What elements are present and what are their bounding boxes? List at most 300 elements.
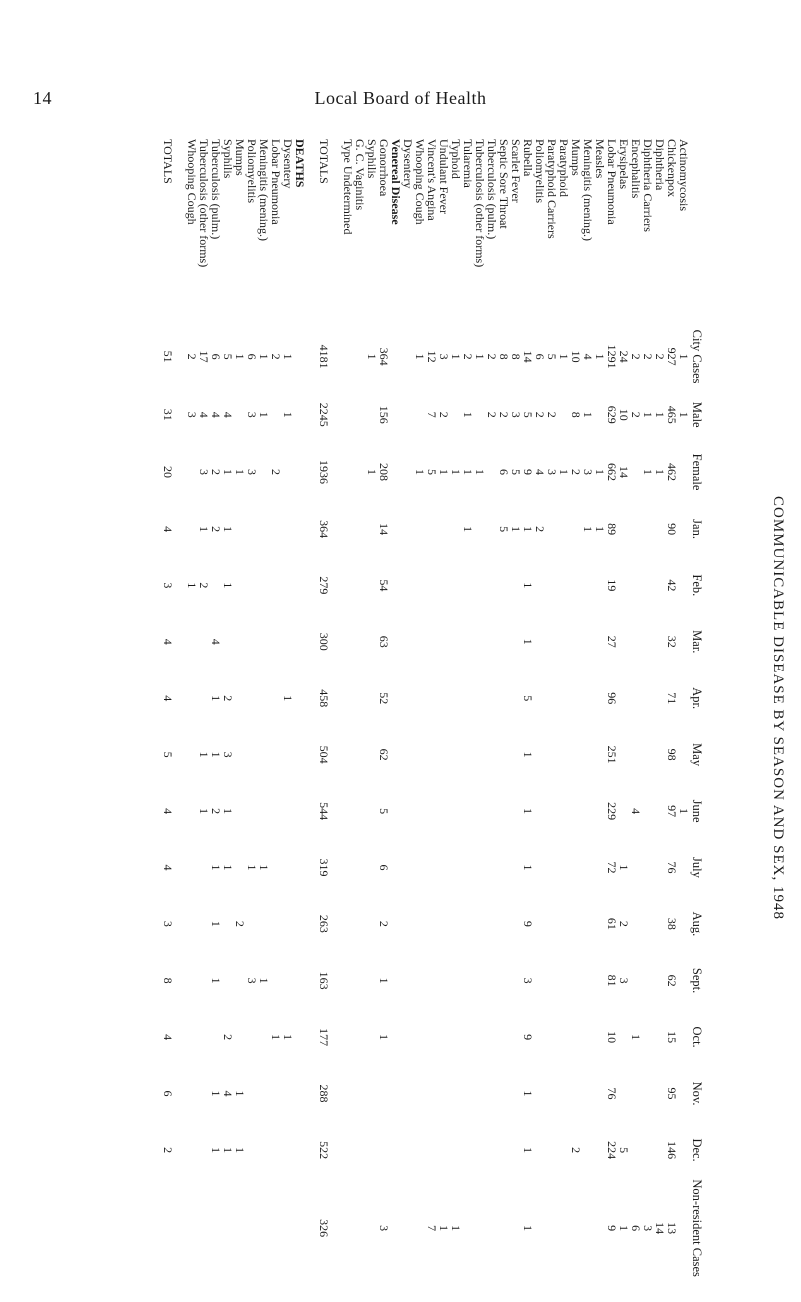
- cell-value: [474, 557, 486, 613]
- cell-value: 3: [245, 977, 259, 984]
- cell-value: [186, 1178, 198, 1278]
- cell-value: 1: [521, 1225, 535, 1232]
- cell-value: 1: [581, 411, 595, 418]
- cell-value: 81: [605, 974, 619, 987]
- cell-value: [270, 557, 282, 613]
- cell-value: [450, 557, 462, 613]
- cell-value: 1: [209, 695, 223, 702]
- cell-value: [246, 1009, 258, 1065]
- cell-value: [414, 614, 426, 671]
- cell-value: [414, 1009, 426, 1065]
- row-label: Encephalitis: [629, 139, 643, 199]
- cell-value: [246, 896, 258, 953]
- cell-value: [186, 839, 198, 895]
- column-header: June: [690, 799, 704, 823]
- cell-value: 522: [317, 1141, 331, 1160]
- cell-value: [498, 896, 510, 953]
- cell-value: [474, 1122, 486, 1179]
- cell-value: [342, 783, 354, 839]
- table-row: [390, 138, 402, 1278]
- cell-value: 2: [497, 411, 511, 418]
- cell-value: [186, 896, 198, 953]
- table-row: [414, 138, 426, 1278]
- cell-value: [234, 726, 246, 782]
- cell-value: 4: [161, 808, 175, 815]
- cell-value: [558, 557, 570, 613]
- cell-value: 4181: [317, 344, 331, 369]
- cell-value: [642, 614, 654, 671]
- cell-value: 3: [437, 353, 451, 360]
- cell-value: 263: [317, 914, 331, 933]
- cell-value: [486, 839, 498, 895]
- cell-value: 1: [629, 1034, 643, 1041]
- cell-value: 1: [257, 411, 271, 418]
- death-row: [270, 138, 282, 1278]
- column-header: Nov.: [690, 1081, 704, 1106]
- death-row: [186, 138, 198, 1278]
- cell-value: [342, 1009, 354, 1065]
- cell-value: [498, 726, 510, 782]
- cell-value: 1: [221, 582, 235, 589]
- cell-value: 3: [197, 469, 211, 476]
- row-label: Tuberculosis (other forms): [473, 139, 487, 268]
- cell-value: 72: [605, 861, 619, 874]
- table-row: [630, 138, 642, 1278]
- cell-value: [414, 501, 426, 557]
- cell-value: 1: [365, 353, 379, 360]
- cell-value: 9: [605, 1225, 619, 1232]
- cell-value: [438, 557, 450, 613]
- cell-value: [534, 1009, 546, 1065]
- cell-value: 1: [617, 1225, 631, 1232]
- cell-value: [618, 1065, 630, 1122]
- cell-value: [558, 614, 570, 671]
- cell-value: 9: [521, 920, 535, 927]
- cell-value: 2: [629, 411, 643, 418]
- table-row: [666, 138, 678, 1278]
- cell-value: [570, 726, 582, 782]
- cell-value: [546, 952, 558, 1009]
- cell-value: [414, 783, 426, 839]
- cell-value: [390, 614, 402, 671]
- cell-value: [390, 896, 402, 953]
- cell-value: [414, 726, 426, 782]
- cell-value: [546, 1178, 558, 1278]
- cell-value: [438, 896, 450, 953]
- cell-value: [546, 670, 558, 726]
- cell-value: 229: [605, 802, 619, 821]
- cell-value: [474, 726, 486, 782]
- cell-value: 90: [665, 523, 679, 536]
- cell-value: 2: [533, 411, 547, 418]
- cell-value: [678, 614, 690, 671]
- cell-value: [558, 670, 570, 726]
- table-row: [642, 138, 654, 1278]
- column-header-row: [690, 138, 746, 1278]
- cell-value: 3: [161, 920, 175, 927]
- cell-value: [618, 501, 630, 557]
- cell-value: [390, 443, 402, 501]
- cell-value: [426, 614, 438, 671]
- table-row: [438, 138, 450, 1278]
- row-label: TOTALS: [317, 139, 331, 184]
- cell-value: [558, 896, 570, 953]
- cell-value: [354, 896, 366, 953]
- cell-value: [390, 726, 402, 782]
- cell-value: [474, 1065, 486, 1122]
- cell-value: 251: [605, 745, 619, 764]
- cell-value: 2: [209, 469, 223, 476]
- cell-value: 1: [641, 411, 655, 418]
- cell-value: [402, 896, 414, 953]
- cell-value: [282, 1178, 294, 1278]
- cell-value: [402, 386, 414, 443]
- cell-value: 1: [221, 526, 235, 533]
- cell-value: 2: [233, 920, 247, 927]
- cell-value: 629: [605, 405, 619, 424]
- cell-value: [642, 726, 654, 782]
- deaths-totals-row: [160, 138, 176, 1278]
- death-row: [234, 138, 246, 1278]
- row-label: Type Undetermined: [341, 139, 355, 235]
- cell-value: 1: [209, 1090, 223, 1097]
- cell-value: 1: [521, 751, 535, 758]
- cell-value: 1: [413, 469, 427, 476]
- cell-value: [438, 1122, 450, 1179]
- cell-value: [642, 670, 654, 726]
- cell-value: 4: [629, 808, 643, 815]
- cell-value: [618, 670, 630, 726]
- cell-value: 2: [629, 353, 643, 360]
- cell-value: 14: [617, 466, 631, 479]
- cell-value: 3: [545, 469, 559, 476]
- cell-value: 1: [437, 1225, 451, 1232]
- cell-value: 544: [317, 802, 331, 821]
- cell-value: 163: [317, 971, 331, 990]
- column-header: May: [690, 743, 704, 767]
- cell-value: [486, 896, 498, 953]
- cell-value: [270, 896, 282, 953]
- death-row: [258, 138, 270, 1278]
- cell-value: [474, 614, 486, 671]
- row-label: Lobar Pneumonia: [605, 139, 619, 225]
- table-body: [160, 138, 690, 1278]
- cell-value: [258, 726, 270, 782]
- cell-value: [342, 839, 354, 895]
- cell-value: 2: [209, 808, 223, 815]
- cell-value: 3: [221, 751, 235, 758]
- cell-value: 2: [221, 695, 235, 702]
- cell-value: [186, 1065, 198, 1122]
- cell-value: [570, 670, 582, 726]
- row-label: Paratyphoid: [557, 139, 571, 197]
- cell-value: 1: [461, 469, 475, 476]
- cell-value: 51: [161, 350, 175, 363]
- cell-value: [402, 952, 414, 1009]
- cell-value: [486, 1009, 498, 1065]
- row-label: Actinomycosis: [677, 139, 691, 211]
- cell-value: [498, 839, 510, 895]
- cell-value: [402, 783, 414, 839]
- cell-value: [582, 726, 594, 782]
- cell-value: [474, 1178, 486, 1278]
- cell-value: [462, 557, 474, 613]
- cell-value: [414, 952, 426, 1009]
- cell-value: [642, 1122, 654, 1179]
- cell-value: 52: [377, 692, 391, 705]
- cell-value: 4: [533, 469, 547, 476]
- cell-value: [246, 1065, 258, 1122]
- cell-value: [342, 1065, 354, 1122]
- cell-value: 1: [233, 1090, 247, 1097]
- cell-value: 5: [509, 469, 523, 476]
- cell-value: 465: [665, 405, 679, 424]
- column-header: Sept.: [690, 967, 704, 994]
- cell-value: [390, 670, 402, 726]
- cell-value: [582, 1009, 594, 1065]
- cell-value: 1: [557, 469, 571, 476]
- cell-value: [270, 839, 282, 895]
- cell-value: 1: [209, 864, 223, 871]
- cell-value: [582, 1178, 594, 1278]
- table-row: [498, 138, 510, 1278]
- cell-value: 5: [161, 751, 175, 758]
- cell-value: [558, 1065, 570, 1122]
- cell-value: [546, 614, 558, 671]
- cell-value: [258, 501, 270, 557]
- cell-value: [378, 1065, 390, 1122]
- cell-value: 5: [521, 695, 535, 702]
- cell-value: [438, 501, 450, 557]
- row-label: Whooping Cough: [413, 139, 427, 225]
- cell-value: [450, 1122, 462, 1179]
- cell-value: [486, 783, 498, 839]
- cell-value: [426, 1122, 438, 1179]
- cell-value: 319: [317, 858, 331, 877]
- cell-value: 3: [377, 1225, 391, 1232]
- cell-value: [678, 896, 690, 953]
- cell-value: [462, 896, 474, 953]
- cell-value: 10: [617, 408, 631, 421]
- cell-value: 4: [209, 411, 223, 418]
- cell-value: [558, 839, 570, 895]
- cell-value: 1: [557, 353, 571, 360]
- cell-value: 1: [473, 469, 487, 476]
- cell-value: [546, 501, 558, 557]
- row-label: Tuberculosis (other forms): [197, 139, 211, 268]
- column-header: Mar.: [690, 630, 704, 654]
- column-header: Feb.: [690, 574, 704, 597]
- cell-value: [186, 670, 198, 726]
- cell-value: [462, 1178, 474, 1278]
- cell-value: [258, 1065, 270, 1122]
- cell-value: [402, 557, 414, 613]
- cell-value: [366, 1065, 378, 1122]
- cell-value: 76: [605, 1087, 619, 1100]
- cell-value: [186, 952, 198, 1009]
- cell-value: [390, 557, 402, 613]
- cell-value: [210, 1178, 222, 1278]
- cell-value: [402, 1122, 414, 1179]
- cell-value: [630, 1122, 642, 1179]
- cell-value: [678, 952, 690, 1009]
- cell-value: [438, 952, 450, 1009]
- cell-value: [378, 1122, 390, 1179]
- cell-value: [234, 783, 246, 839]
- table-row: [450, 138, 462, 1278]
- cell-value: [570, 783, 582, 839]
- cell-value: [438, 1065, 450, 1122]
- row-label: Mumps: [569, 139, 583, 176]
- cell-value: 1: [221, 808, 235, 815]
- cell-value: [474, 670, 486, 726]
- cell-value: [258, 783, 270, 839]
- table-title: COMMUNICABLE DISEASE BY SEASON AND SEX, 1948: [770, 496, 786, 920]
- disease-table: [160, 138, 746, 1278]
- column-header: City Cases: [690, 329, 704, 384]
- table-row: [378, 138, 390, 1278]
- cell-value: 3: [641, 1225, 655, 1232]
- cell-value: [474, 501, 486, 557]
- cell-value: 24: [617, 350, 631, 363]
- cell-value: [282, 839, 294, 895]
- cell-value: [366, 1122, 378, 1179]
- cell-value: [258, 1178, 270, 1278]
- table-row: [654, 138, 666, 1278]
- death-row: [222, 138, 234, 1278]
- row-label: Tuberculosis (pulm.): [485, 139, 499, 240]
- cell-value: 1: [365, 469, 379, 476]
- row-label: Rubella: [521, 139, 535, 177]
- cell-value: [258, 557, 270, 613]
- cell-value: 62: [665, 974, 679, 987]
- cell-value: 61: [605, 917, 619, 930]
- row-label: Poliomyelitis: [245, 139, 259, 204]
- cell-value: 1: [281, 353, 295, 360]
- cell-value: 8: [497, 353, 511, 360]
- cell-value: [534, 952, 546, 1009]
- table-row: [570, 138, 582, 1278]
- cell-value: 1: [653, 411, 667, 418]
- cell-value: [270, 501, 282, 557]
- cell-value: [426, 783, 438, 839]
- cell-value: [342, 670, 354, 726]
- cell-value: [678, 839, 690, 895]
- cell-value: [390, 386, 402, 443]
- cell-value: [498, 1178, 510, 1278]
- cell-value: [282, 501, 294, 557]
- table-row: [558, 138, 570, 1278]
- cell-value: [486, 1065, 498, 1122]
- cell-value: 2: [197, 582, 211, 589]
- cell-value: 6: [629, 1225, 643, 1232]
- cell-value: [474, 952, 486, 1009]
- cell-value: 2: [185, 353, 199, 360]
- spacer-row: [332, 138, 342, 1278]
- cell-value: 1: [593, 469, 607, 476]
- table-row: [522, 138, 534, 1278]
- cell-value: [402, 839, 414, 895]
- cell-value: 3: [509, 411, 523, 418]
- cell-value: 4: [161, 638, 175, 645]
- cell-value: [402, 726, 414, 782]
- cell-value: [642, 952, 654, 1009]
- cell-value: 1: [209, 977, 223, 984]
- cell-value: [282, 952, 294, 1009]
- cell-value: 4: [221, 1090, 235, 1097]
- column-header: July: [690, 857, 704, 878]
- cell-value: 1: [269, 1034, 283, 1041]
- cell-value: 4: [161, 864, 175, 871]
- cell-value: 1: [257, 353, 271, 360]
- cell-value: [678, 1122, 690, 1179]
- cell-value: [246, 670, 258, 726]
- cell-value: 3: [617, 977, 631, 984]
- cell-value: [390, 1178, 402, 1278]
- cell-value: [426, 1009, 438, 1065]
- cell-value: 9: [521, 469, 535, 476]
- cell-value: 2: [209, 526, 223, 533]
- cell-value: 5: [497, 526, 511, 533]
- cell-value: 364: [317, 520, 331, 539]
- row-label: Tuberculosis (pulm.): [209, 139, 223, 240]
- table-row: [474, 138, 486, 1278]
- cell-value: [498, 1009, 510, 1065]
- cell-value: [222, 1178, 234, 1278]
- cell-value: [402, 1178, 414, 1278]
- cell-value: [270, 952, 282, 1009]
- cell-value: 8: [569, 411, 583, 418]
- cell-value: 71: [665, 692, 679, 705]
- cell-value: [462, 614, 474, 671]
- cell-value: 1: [653, 469, 667, 476]
- cell-value: [546, 839, 558, 895]
- cell-value: [246, 1178, 258, 1278]
- row-label: Dysentery: [281, 139, 295, 189]
- cell-value: [390, 783, 402, 839]
- cell-value: 32: [665, 635, 679, 648]
- cell-value: [450, 670, 462, 726]
- cell-value: [222, 614, 234, 671]
- cell-value: [582, 783, 594, 839]
- cell-value: [186, 614, 198, 671]
- cell-value: 7: [425, 411, 439, 418]
- cell-value: [354, 1122, 366, 1179]
- cell-value: [438, 670, 450, 726]
- cell-value: [390, 1122, 402, 1179]
- cell-value: 14: [653, 1222, 667, 1235]
- cell-value: 6: [209, 353, 223, 360]
- cell-value: [486, 1122, 498, 1179]
- cell-value: 1: [521, 1147, 535, 1154]
- cell-value: [198, 1009, 210, 1065]
- cell-value: [270, 1065, 282, 1122]
- row-label: Meningitis (mening.): [257, 139, 271, 241]
- cell-value: [678, 1065, 690, 1122]
- column-header: Non-resident Cases: [690, 1179, 704, 1277]
- cell-value: [246, 614, 258, 671]
- cell-value: [582, 952, 594, 1009]
- cell-value: [354, 1009, 366, 1065]
- death-row: [282, 138, 294, 1278]
- cell-value: 2: [485, 411, 499, 418]
- cell-value: 1: [677, 411, 691, 418]
- cell-value: 13: [665, 1222, 679, 1235]
- cell-value: 6: [377, 864, 391, 871]
- cell-value: [498, 952, 510, 1009]
- cell-value: [270, 1122, 282, 1179]
- cell-value: [258, 896, 270, 953]
